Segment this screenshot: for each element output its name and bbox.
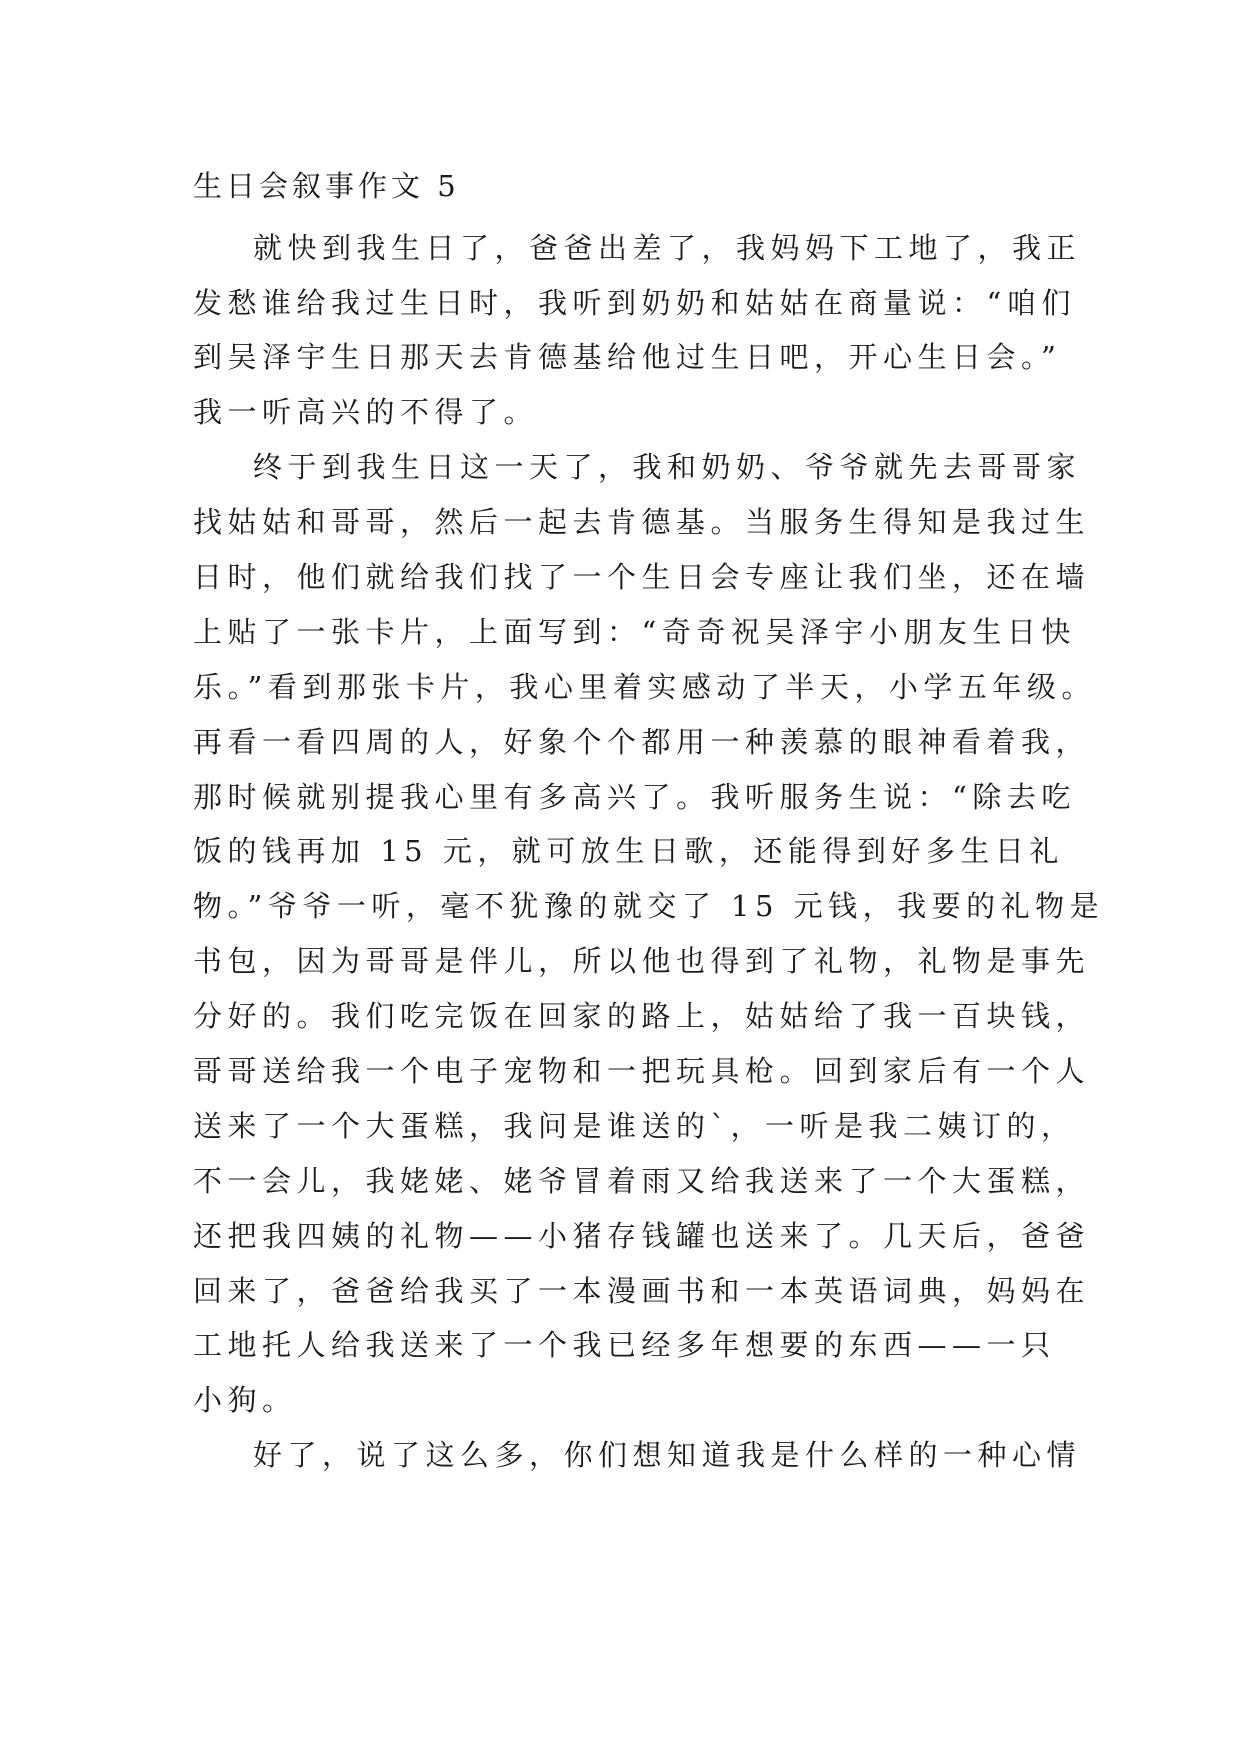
text-line: 上贴了一张卡片，上面写到：“奇奇祝吴泽宇小朋友生日快 <box>193 615 1076 649</box>
text-line: 那时候就别提我心里有多高兴了。我听服务生说：“除去吃 <box>193 780 1076 814</box>
text-line: 物。”爷爷一听，毫不犹豫的就交了 15 元钱，我要的礼物是 <box>193 889 1105 923</box>
text-line: 工地托人给我送来了一个我已经多年想要的东西——一只 <box>193 1328 1056 1362</box>
text-line: 再看一看四周的人，好象个个都用一种羡慕的眼神看着我， <box>193 725 1091 759</box>
text-line: 送来了一个大蛋糕，我问是谁送的`，一听是我二姨订的， <box>193 1109 1076 1143</box>
text-line: 乐。”看到那张卡片，我心里着实感动了半天，小学五年级。 <box>193 670 1096 704</box>
text-line: 不一会儿，我姥姥、姥爷冒着雨又给我送来了一个大蛋糕， <box>193 1164 1091 1198</box>
text-line: 找姑姑和哥哥，然后一起去肯德基。当服务生得知是我过生 <box>193 505 1091 539</box>
text-line: 好了，说了这么多，你们想知道我是什么样的一种心情 <box>253 1438 1082 1472</box>
text-line: 分好的。我们吃完饭在回家的路上，姑姑给了我一百块钱， <box>193 999 1091 1033</box>
text-line: 书包，因为哥哥是伴儿，所以他也得到了礼物，礼物是事先 <box>193 944 1091 978</box>
text-line: 我一听高兴的不得了。 <box>193 395 539 429</box>
text-line: 就快到我生日了，爸爸出差了，我妈妈下工地了，我正 <box>253 231 1082 265</box>
text-line: 回来了，爸爸给我买了一本漫画书和一本英语词典，妈妈在 <box>193 1274 1091 1308</box>
text-line: 到吴泽宇生日那天去肯德基给他过生日吧，开心生日会。” <box>193 340 1062 374</box>
text-line: 小狗。 <box>193 1383 297 1417</box>
page-title: 生日会叙事作文 5 <box>193 169 460 203</box>
text-line: 还把我四姨的礼物——小猪存钱罐也送来了。几天后，爸爸 <box>193 1219 1091 1253</box>
text-line: 饭的钱再加 15 元，就可放生日歌，还能得到好多生日礼 <box>193 834 1064 868</box>
text-line: 终于到我生日这一天了，我和奶奶、爷爷就先去哥哥家 <box>253 450 1082 484</box>
text-line: 发愁谁给我过生日时，我听到奶奶和姑姑在商量说：“咱们 <box>193 286 1076 320</box>
text-line: 日时，他们就给我们找了一个生日会专座让我们坐，还在墙 <box>193 560 1091 594</box>
text-line: 哥哥送给我一个电子宠物和一把玩具枪。回到家后有一个人 <box>193 1054 1091 1088</box>
